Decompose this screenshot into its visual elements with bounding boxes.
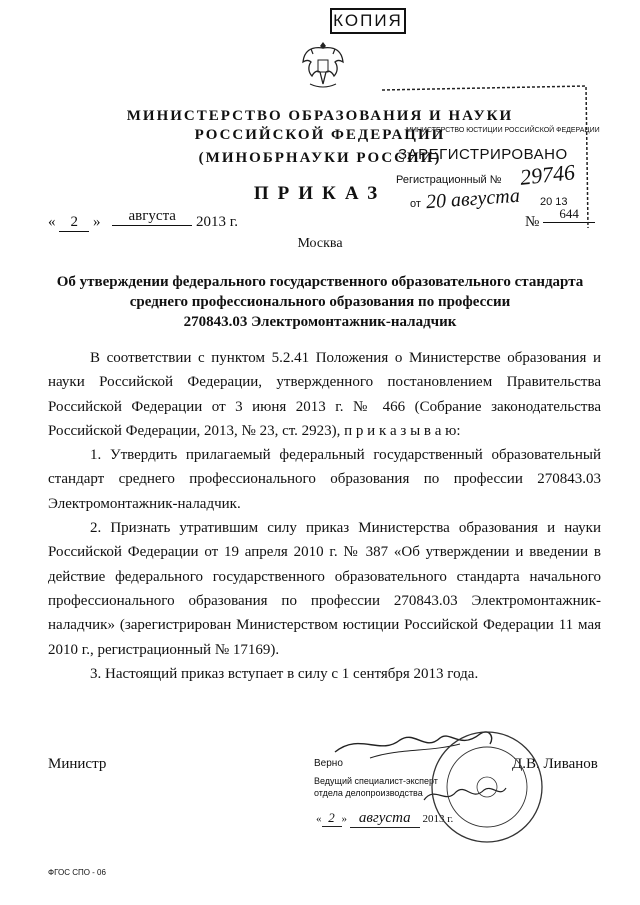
cert-date-year: 2013 г. — [422, 813, 454, 825]
stamp-registered: ЗАРЕГИСТРИРОВАНО — [398, 146, 568, 163]
certification-date: « 2 » августа 2013 г. — [316, 810, 454, 826]
stamp-year: 20 13 — [540, 196, 568, 208]
order-date — [48, 208, 238, 232]
round-seal-icon — [428, 728, 546, 846]
certifier-position-line1: Ведущий специалист-эксперт — [314, 776, 438, 786]
order-body — [48, 346, 601, 686]
date-open-quote: « — [48, 214, 56, 230]
coat-of-arms-icon — [300, 38, 346, 90]
footer-code: ФГОС СПО - 06 — [48, 868, 106, 877]
document-type-title: ПРИКАЗ — [253, 183, 387, 204]
cert-date-day: 2 — [322, 810, 342, 827]
ministry-name-line1: МИНИСТЕРСТВО ОБРАЗОВАНИЯ И НАУКИ — [126, 108, 514, 124]
heading-line3: 270843.03 Электромонтажник-наладчик — [183, 314, 457, 330]
ministry-short-name: (МИНОБРНАУКИ РОССИИ) — [198, 150, 442, 166]
stamp-date-label: от — [410, 198, 421, 210]
heading-line2: среднего профессионального образования по профессии — [129, 294, 511, 310]
signer-title: Министр — [48, 756, 107, 772]
city: Москва — [297, 236, 343, 251]
order-heading — [40, 272, 600, 332]
cert-date-month: августа — [350, 810, 420, 828]
date-day: 2 — [59, 214, 89, 232]
copy-label: КОПИЯ — [333, 11, 403, 30]
paragraph-item-2: 2. Признать утратившим силу приказ Министерства образования и науки Российской Федерации от 19 апреля 2010 г. № 387 «Об утверждении и введении в действие федерального государственного образовательного стандарта начального профессионального образования по профессии 270843.03 Электромонтажник-наладчик» (зарегистрирован Министерством юстиции Российской Федерации 11 мая 2010 г., регистрационный № 17169). — [48, 520, 601, 658]
heading-line1: Об утверждении федерального государственного образовательного стандарта — [56, 274, 584, 290]
stamp-ministry: МИНИСТЕРСТВО ЮСТИЦИИ РОССИЙСКОЙ ФЕДЕРАЦИИ — [406, 127, 600, 134]
ministry-name-line2: РОССИЙСКОЙ ФЕДЕРАЦИИ — [194, 127, 446, 143]
paragraph-item-3: 3. Настоящий приказ вступает в силу с 1 сентября 2013 года. — [90, 665, 479, 682]
number-label: № — [525, 214, 540, 230]
date-month: августа — [112, 208, 192, 226]
stamp-reg-label: Регистрационный № — [396, 174, 502, 186]
date-close-quote: » — [93, 214, 101, 230]
number-value: 644 — [543, 206, 595, 223]
paragraph-item-1: 1. Утвердить прилагаемый федеральный государственный образовательный стандарт среднего профессионального образования по профессии 270843.03 Электромонтажник-наладчик. — [48, 447, 601, 512]
stamp-date-value: 20 августа — [425, 184, 521, 214]
copy-stamp — [330, 8, 406, 34]
certified-copy-label: Верно — [314, 758, 343, 769]
date-year: 2013 г. — [196, 214, 238, 230]
paragraph-preamble: В соответствии с пунктом 5.2.41 Положения о Министерстве образования и науки Российской Федерации, утвержденного постановлением Правительства Российской Федерации от 3 июня 2013 г. № 466 (Собрание законодательства Российской Федерации, 2013, № 23, ст. 2923), п р и к а з ы в а ю: — [48, 350, 601, 439]
certifier-position-line2: отдела делопроизводства — [314, 788, 423, 798]
registration-stamp — [380, 82, 600, 232]
stamp-reg-number: 29746 — [518, 159, 577, 190]
signer-name: Д.В. Ливанов — [512, 756, 598, 772]
